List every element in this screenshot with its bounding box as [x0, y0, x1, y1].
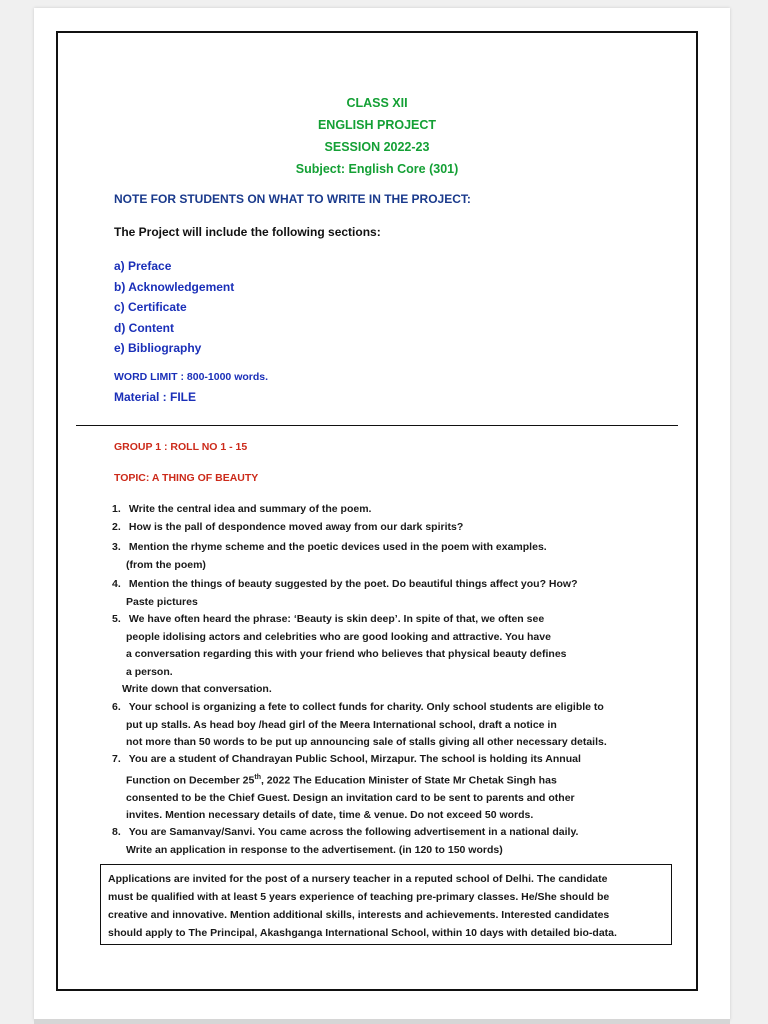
note-heading: NOTE FOR STUDENTS ON WHAT TO WRITE IN THE PROJECT:: [114, 192, 471, 206]
list-item: a) Preface: [114, 259, 172, 273]
question-2: [112, 519, 662, 537]
question-text: a person.: [126, 665, 173, 678]
question-text: You are a student of Chandrayan Public School, Mirzapur. The school is holding its Annual: [128, 753, 581, 765]
question-text: people idolising actors and celebrities who are good looking and attractive. You have: [126, 630, 551, 643]
question-text: We have often heard the phrase: ‘Beauty is skin deep’. In spite of that, we often see: [128, 613, 545, 625]
question-1: [112, 501, 662, 519]
material-line: Material : FILE: [114, 390, 197, 404]
session-heading: SESSION 2022-23: [324, 140, 430, 154]
group-heading: GROUP 1 : ROLL NO 1 - 15: [114, 441, 248, 453]
question-text: put up stalls. As head boy /head girl of the Meera International school, draft a notice in: [126, 718, 557, 731]
project-heading: ENGLISH PROJECT: [317, 118, 437, 132]
question-text: consented to be the Chief Guest. Design an invitation card to be sent to parents and other: [126, 791, 575, 804]
question-text: Write an application in response to the advertisement. (in 120 to 150 words): [126, 843, 503, 856]
question-number: 5.: [112, 613, 121, 625]
subject-heading: Subject: English Core (301): [295, 162, 459, 176]
question-5: [112, 611, 662, 699]
question-text: Your school is organizing a fete to collect funds for charity. Only school students are eligible to: [128, 701, 604, 713]
question-text: Mention the things of beauty suggested by the poet. Do beautiful things affect you? How?: [128, 578, 578, 590]
advertisement-text: must be qualified with at least 5 years experience of teaching pre-primary classes. He/She should be: [108, 891, 610, 903]
ordinal-suffix: th: [254, 773, 261, 781]
question-number: 3.: [112, 541, 121, 553]
divider-line: [76, 425, 678, 426]
document-header: [56, 92, 698, 180]
question-number: 4.: [112, 578, 121, 590]
advertisement-box: [100, 864, 672, 945]
question-number: 2.: [112, 521, 121, 533]
question-text: a conversation regarding this with your friend who believes that physical beauty defines: [126, 648, 567, 660]
question-6: [112, 699, 662, 752]
advertisement-text: Applications are invited for the post of a nursery teacher in a reputed school of Delhi. The candidate: [108, 873, 608, 885]
question-number: 1.: [112, 503, 121, 515]
question-number: 7.: [112, 753, 121, 765]
question-text: invites. Mention necessary details of date, time & venue. Do not exceed 50 words.: [126, 809, 534, 821]
question-7: [112, 751, 662, 825]
question-text: , 2022 The Education Minister of State Mr Chetak Singh has: [260, 774, 557, 786]
list-item: b) Acknowledgement: [114, 279, 235, 294]
class-heading: CLASS XII: [346, 96, 408, 110]
topic-heading: TOPIC: A THING OF BEAUTY: [114, 472, 259, 484]
question-text: not more than 50 words to be put up announcing sale of stalls giving all other necessary details.: [126, 736, 607, 748]
advertisement-text: should apply to The Principal, Akashganga International School, within 10 days with detailed bio-data.: [108, 927, 617, 939]
word-limit: WORD LIMIT : 800-1000 words.: [114, 371, 269, 383]
question-number: 6.: [112, 701, 121, 713]
list-item: d) Content: [114, 320, 174, 335]
page-bottom-edge: [34, 1019, 730, 1024]
include-line: The Project will include the following sections:: [114, 225, 381, 239]
question-text: (from the poem): [126, 558, 206, 571]
question-8: [112, 824, 662, 859]
list-item: c) Certificate: [114, 300, 187, 315]
question-3: [112, 539, 662, 574]
advertisement-text: creative and innovative. Mention additional skills, interests and achievements. Interested candidates: [108, 909, 610, 921]
question-text: Write down that conversation.: [122, 683, 272, 695]
question-text: How is the pall of despondence moved away from our dark spirits?: [128, 521, 464, 533]
list-item: e) Bibliography: [114, 341, 202, 356]
question-number: 8.: [112, 826, 121, 838]
question-text: You are Samanvay/Sanvi. You came across the following advertisement in a national daily.: [128, 826, 579, 838]
question-4: [112, 576, 662, 611]
question-text: Mention the rhyme scheme and the poetic devices used in the poem with examples.: [128, 541, 547, 553]
question-text: Function on December 25: [126, 774, 255, 786]
question-text: Write the central idea and summary of the poem.: [128, 503, 372, 515]
section-list: [114, 256, 234, 359]
question-text: Paste pictures: [126, 595, 198, 608]
